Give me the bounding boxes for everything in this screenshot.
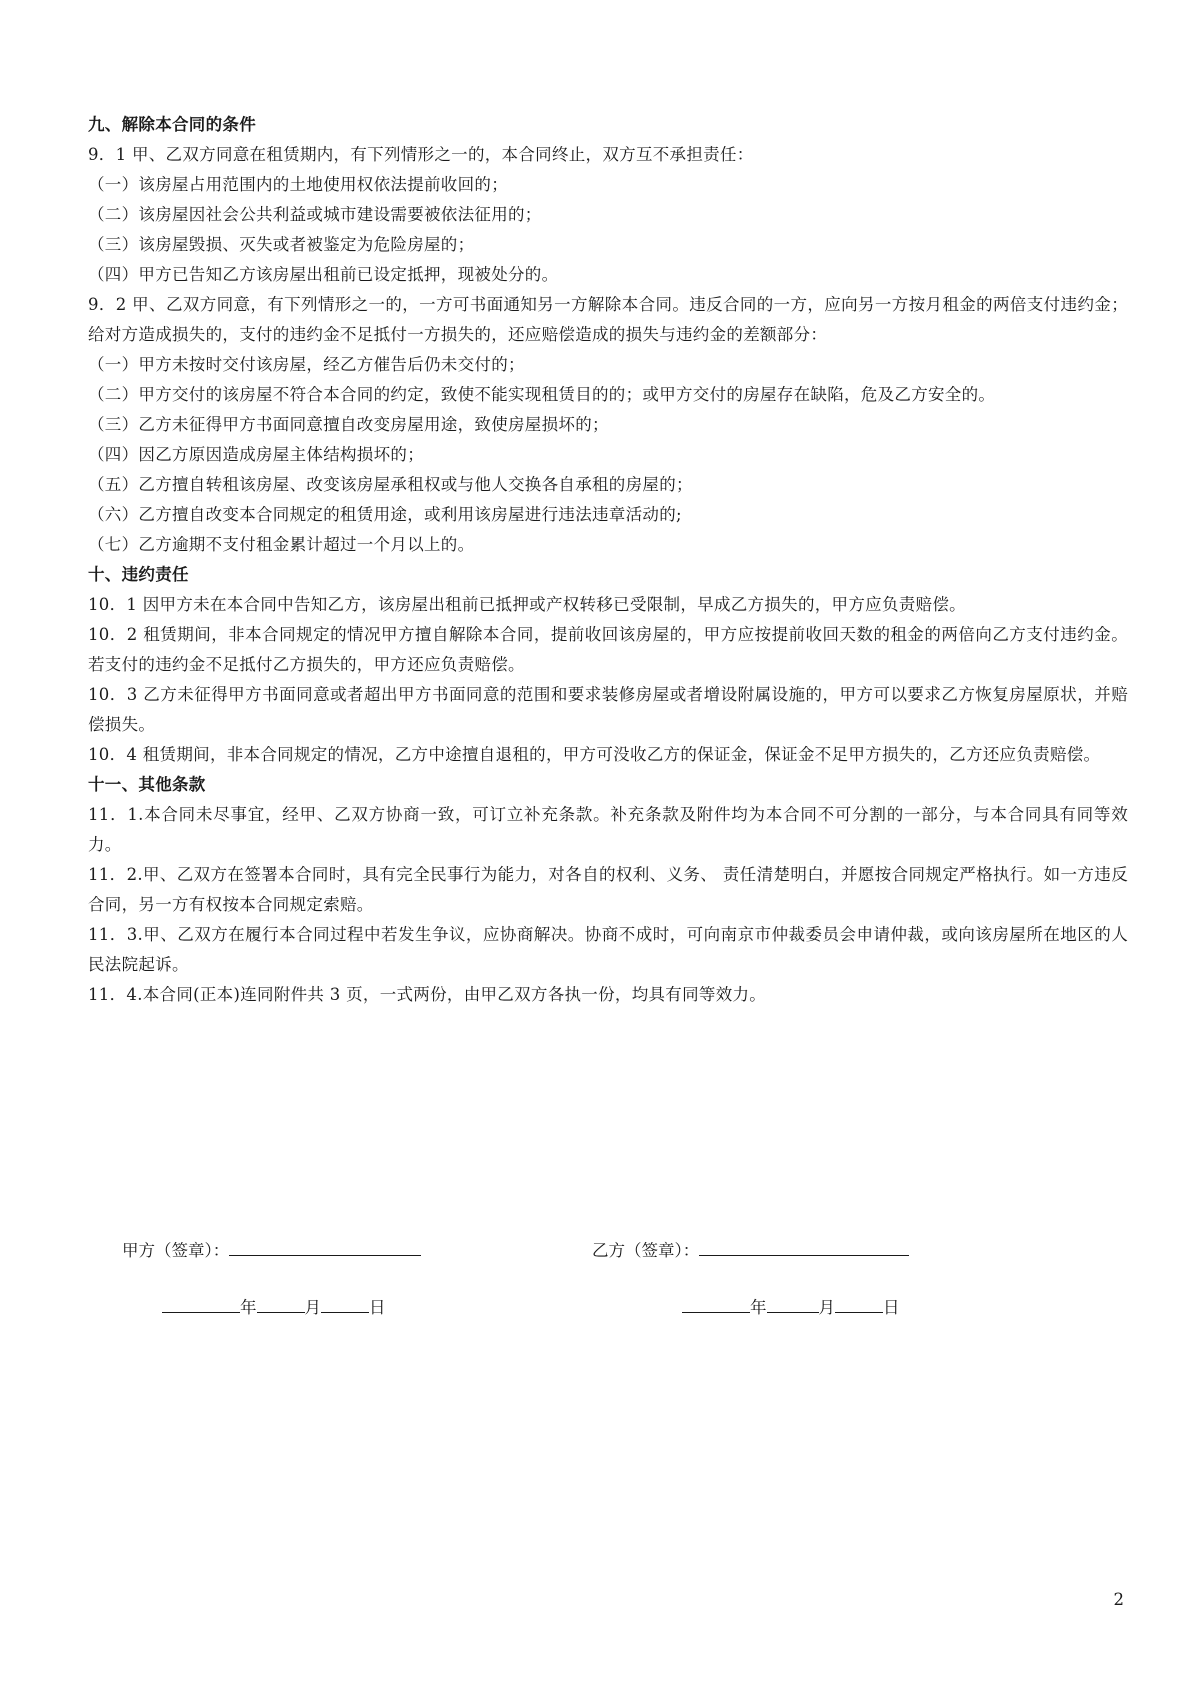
year-label: 年: [750, 1298, 767, 1317]
party-a-date: [162, 1294, 386, 1318]
party-a-month-field[interactable]: [257, 1296, 305, 1313]
clause-9-2-item: （三）乙方未征得甲方书面同意擅自改变房屋用途，致使房屋损坏的；: [88, 415, 609, 434]
clause-10-4: 10．4 租赁期间，非本合同规定的情况，乙方中途擅自退租的，甲方可没收乙方的保证金，保证金不足甲方损失的，乙方还应负责赔偿。: [88, 745, 1101, 764]
clause-9-2: 9．2 甲、乙双方同意，有下列情形之一的，一方可书面通知另一方解除本合同。违反合同的一方，应向另一方按月租金的两倍支付违约金；给对方造成损失的，支付的违约金不足抵付一方损失的，还应赔偿造成的损失与违约金的差额部分：: [88, 295, 1128, 344]
clause-9-2-item: （二）甲方交付的该房屋不符合本合同的约定，致使不能实现租赁目的的；或甲方交付的房屋存在缺陷，危及乙方安全的。: [88, 385, 996, 404]
clause-11-1: 11．1.本合同未尽事宜，经甲、乙双方协商一致，可订立补充条款。补充条款及附件均为本合同不可分割的一部分，与本合同具有同等效力。: [88, 805, 1128, 854]
clause-11-2: 11．2.甲、乙双方在签署本合同时，具有完全民事行为能力，对各自的权利、义务、 责任清楚明白，并愿按合同规定严格执行。如一方违反合同，另一方有权按本合同规定索赔。: [88, 865, 1128, 914]
day-label: 日: [369, 1298, 386, 1317]
clause-9-1: 9．1 甲、乙双方同意在租赁期内，有下列情形之一的，本合同终止，双方互不承担责任：: [88, 145, 754, 164]
party-a-day-field[interactable]: [321, 1296, 369, 1313]
party-a-year-field[interactable]: [162, 1296, 240, 1313]
party-b-signature: [592, 1237, 909, 1261]
clause-9-1-item: （一）该房屋占用范围内的土地使用权依法提前收回的；: [88, 175, 508, 194]
party-a-label: 甲方（签章）：: [122, 1241, 230, 1260]
clause-11-3: 11．3.甲、乙双方在履行本合同过程中若发生争议，应协商解决。协商不成时，可向南京市仲裁委员会申请仲裁，或向该房屋所在地区的人民法院起诉。: [88, 925, 1128, 974]
party-b-date: [682, 1294, 900, 1318]
party-b-label: 乙方（签章）：: [592, 1241, 700, 1260]
clause-10-3: 10．3 乙方未征得甲方书面同意或者超出甲方书面同意的范围和要求装修房屋或者增设附属设施的，甲方可以要求乙方恢复房屋原状，并赔偿损失。: [88, 685, 1128, 734]
party-b-year-field[interactable]: [682, 1296, 750, 1313]
party-b-signature-line[interactable]: [699, 1239, 909, 1256]
month-label: 月: [304, 1298, 321, 1317]
page-number: 2: [1113, 1590, 1124, 1609]
clause-9-2-item: （一）甲方未按时交付该房屋，经乙方催告后仍未交付的；: [88, 355, 525, 374]
clause-10-2: 10．2 租赁期间，非本合同规定的情况甲方擅自解除本合同，提前收回该房屋的，甲方应按提前收回天数的租金的两倍向乙方支付违约金。若支付的违约金不足抵付乙方损失的，甲方还应负责赔偿。: [88, 625, 1128, 674]
party-a-signature: [122, 1237, 421, 1261]
clause-9-2-item: （五）乙方擅自转租该房屋、改变该房屋承租权或与他人交换各自承租的房屋的；: [88, 475, 693, 494]
contract-body: [88, 110, 1128, 1010]
clause-9-2-item: （四）因乙方原因造成房屋主体结构损坏的；: [88, 445, 424, 464]
day-label: 日: [883, 1298, 900, 1317]
month-label: 月: [818, 1298, 835, 1317]
party-b-day-field[interactable]: [835, 1296, 883, 1313]
clause-9-1-item: （四）甲方已告知乙方该房屋出租前已设定抵押，现被处分的。: [88, 265, 559, 284]
section-10-heading: 十、违约责任: [88, 565, 189, 584]
clause-9-2-item: （七）乙方逾期不支付租金累计超过一个月以上的。: [88, 535, 475, 554]
section-9-heading: 九、解除本合同的条件: [88, 115, 256, 134]
clause-9-1-item: （三）该房屋毁损、灭失或者被鉴定为危险房屋的；: [88, 235, 475, 254]
party-b-month-field[interactable]: [767, 1296, 819, 1313]
clause-11-4: 11．4.本合同(正本)连同附件共 3 页，一式两份，由甲乙双方各执一份，均具有同等效力。: [88, 985, 767, 1004]
clause-10-1: 10．1 因甲方未在本合同中告知乙方，该房屋出租前已抵押或产权转移已受限制，早成乙方损失的，甲方应负责赔偿。: [88, 595, 966, 614]
clause-9-1-item: （二）该房屋因社会公共利益或城市建设需要被依法征用的；: [88, 205, 542, 224]
party-a-signature-line[interactable]: [229, 1239, 421, 1256]
year-label: 年: [240, 1298, 257, 1317]
section-11-heading: 十一、其他条款: [88, 775, 206, 794]
clause-9-2-item: （六）乙方擅自改变本合同规定的租赁用途，或利用该房屋进行违法违章活动的;: [88, 505, 682, 524]
